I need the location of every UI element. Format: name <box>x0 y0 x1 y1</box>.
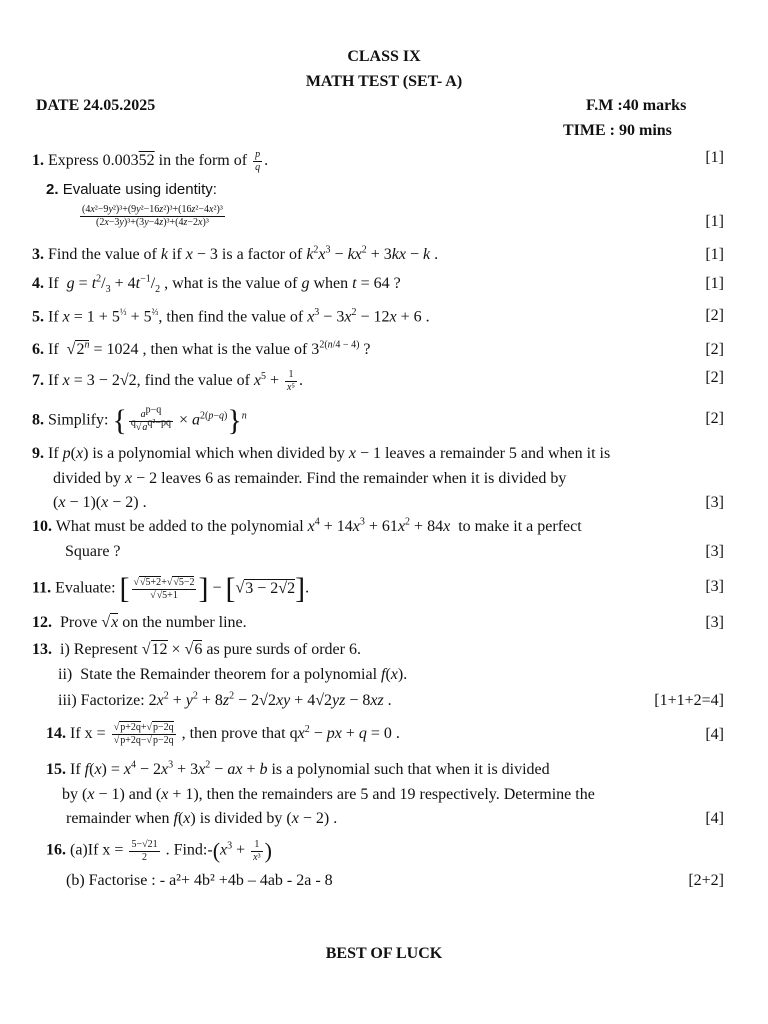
question-1: 1. Express 0.00352 in the form of $\frac{p}{q}$ . <box>32 149 269 173</box>
question-12: 12. Prove √x on the number line. <box>32 614 247 631</box>
question-15-line-3: remainder when f(x) is divided by (x − 2) . <box>66 810 338 827</box>
question-5: 5. If $x = 1 + 5^{\frac{1}{3}} + 5^{\frac{2}{3}}$, then find the value of $x^3 - 3x^2 - 12x + 6$ . <box>32 307 430 326</box>
question-9-line-2: divided by x − 2 leaves 6 as remainder. Find the remainder when it is divided by <box>53 470 567 487</box>
marks-10: [3] <box>705 543 724 560</box>
marks-15: [4] <box>705 810 724 827</box>
date-label: DATE 24.05.2025 <box>36 97 156 114</box>
question-2: 2. Evaluate using identity: <box>46 181 217 198</box>
question-9-line-3: (x − 1)(x − 2) . <box>53 494 147 511</box>
question-7: 7. If x = 3 − 2√2, find the value of $x^5$ + $\frac{1}{\text{x⁵}}$ . <box>32 369 303 393</box>
marks-13: [1+1+2=4] <box>654 692 724 709</box>
question-3: 3. Find the value of k if x − 3 is a factor of $k^2x^3 - kx^2 + 3kx - k$ . <box>32 244 439 263</box>
question-15-line-2: by (x − 1) and (x + 1), then the remainders are 5 and 19 respectively. Determine the <box>62 786 595 803</box>
question-11: 11. Evaluate: [ $\frac{√√5+2+√√5-2}{√√5+1}$ ] − [√3 − 2√2]. <box>32 572 310 605</box>
class-title: CLASS IX <box>347 48 421 65</box>
question-14: 14. If x = $\frac{√p+2q+√p-2q}{√p+2q-√p-2q}$ , then prove that $qx^2$ − px + q = 0 . <box>46 722 400 746</box>
question-4: 4. If $g = t^2/_3 + 4t^{-1}/_2$ , what is the value of g when t = 64 ? <box>32 273 401 296</box>
question-9: 9. If p(x) is a polynomial which when divided by x − 1 leaves a remainder 5 and when it is <box>32 445 611 462</box>
full-marks: F.M :40 marks <box>586 97 687 114</box>
marks-3: [1] <box>705 246 724 263</box>
marks-4: [1] <box>705 275 724 292</box>
question-15: 15. If $f(x) = x^4 - 2x^3 + 3x^2$ − ax + b is a polynomial such that when it is divided <box>46 759 550 778</box>
marks-12: [3] <box>705 614 724 631</box>
question-8: 8. Simplify: { $\frac{a^{p-q}}{^q√a^{q^2-pq}}$ × $a^{2(p-q)}\}^n$ <box>32 404 247 437</box>
marks-2: [1] <box>705 213 724 230</box>
question-16: 16. (a)If x = $\frac{5-√21}{2}$ . $Find:-(x^3$ + $\frac{1}{\text{x³}}$ ) <box>46 838 272 863</box>
marks-8: [2] <box>705 410 724 427</box>
marks-6: [2] <box>705 341 724 358</box>
test-title: MATH TEST (SET- A) <box>305 73 463 90</box>
marks-14: [4] <box>705 726 724 743</box>
question-10: 10. What must be added to the polynomial $x^4 + 14x^3 + 61x^2 + 84x$ to make it a perfect <box>32 516 582 535</box>
question-13-part-ii: ii) State the Remainder theorem for a polynomial f(x). <box>58 666 408 683</box>
footer-best-of-luck: BEST OF LUCK <box>325 945 443 962</box>
marks-11: [3] <box>705 578 724 595</box>
marks-5: [2] <box>705 307 724 324</box>
question-2-text: Evaluate using identity: <box>62 181 217 198</box>
marks-9: [3] <box>705 494 724 511</box>
question-2-expression: $\frac{\text{(4x²−9y²)³+(9y²−16z²)³+(16z²−4x²)³}}{\text{(2x−3y)³+(3y−4z)³+(4z−2x)³}}$ <box>82 204 223 228</box>
time-label: TIME : 90 mins <box>563 122 672 139</box>
marks-1: [1] <box>705 149 724 166</box>
question-16-part-b: (b) Factorise : - a²+ 4b² +4b – 4ab - 2a - 8 <box>66 872 333 889</box>
question-13: 13. i) Represent √12 × √6 as pure surds of order 6. <box>32 641 361 658</box>
question-6: 6. If $√2^n = 1024$ , then what is the value of $3^{2(n/4 - 4)}$ ? <box>32 339 371 358</box>
marks-7: [2] <box>705 369 724 386</box>
question-10-line-2: Square ? <box>65 543 121 560</box>
marks-16: [2+2] <box>688 872 724 889</box>
question-13-part-iii: iii) Factorize: $2x^2 + y^2 + 8z^2 - 2√2xy + 4√2yz - 8xz$ . <box>58 690 392 709</box>
